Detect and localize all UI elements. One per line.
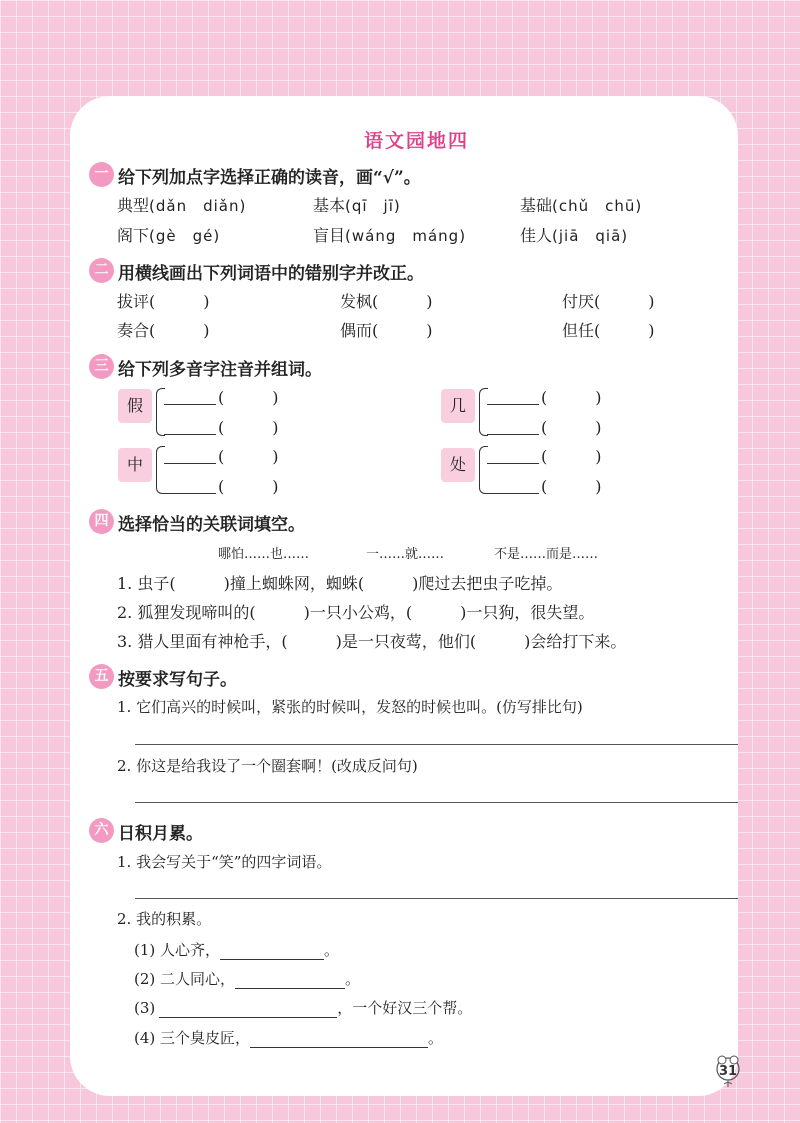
s6-sub-4 bbox=[134, 1027, 443, 1048]
pinyin-blank[interactable] bbox=[164, 434, 216, 435]
pinyin-blank[interactable] bbox=[487, 493, 539, 494]
fill-blank[interactable] bbox=[250, 1047, 428, 1048]
s1-word: 阁下 bbox=[117, 226, 150, 245]
pinyin-blank[interactable] bbox=[487, 404, 539, 405]
s1-word: 基础 bbox=[520, 196, 553, 215]
section-3-badge: 三 bbox=[89, 354, 114, 379]
word-paren[interactable]: ( ) bbox=[541, 388, 602, 407]
word-paren[interactable]: ( ) bbox=[218, 477, 279, 496]
s5-question-1: 1. 它们高兴的时候叫，紧张的时候叫，发怒的时候也叫。(仿写排比句) bbox=[117, 698, 583, 716]
s4-question-3[interactable]: 3. 猎人里面有神枪手，( )是一只夜莺，他们( )会给打下来。 bbox=[117, 632, 627, 651]
fill-blank[interactable] bbox=[235, 988, 345, 989]
s6-sub-3 bbox=[134, 997, 472, 1018]
s6-sub-suffix: 。 bbox=[428, 1029, 444, 1047]
s1-word: 典型 bbox=[117, 196, 150, 215]
s1-item-6 bbox=[520, 223, 628, 246]
s1-word: 基本 bbox=[313, 196, 346, 215]
s1-pinyin[interactable]: (chǔ chū) bbox=[552, 197, 643, 215]
word-paren[interactable]: ( ) bbox=[541, 418, 602, 437]
word-paren[interactable]: ( ) bbox=[541, 447, 602, 466]
s1-item-5 bbox=[313, 223, 466, 246]
s2-item-3[interactable]: 付厌( ) bbox=[562, 292, 655, 311]
s2-item-2[interactable]: 发枫( ) bbox=[340, 292, 433, 311]
pinyin-blank[interactable] bbox=[487, 463, 539, 464]
section-4-heading: 选择恰当的关联词填空。 bbox=[118, 515, 305, 535]
answer-line[interactable] bbox=[135, 744, 738, 745]
s2-item-6[interactable]: 但任( ) bbox=[562, 321, 655, 340]
word-paren[interactable]: ( ) bbox=[218, 388, 279, 407]
section-5-badge: 五 bbox=[89, 664, 114, 689]
s6-sub-suffix: 。 bbox=[345, 970, 361, 988]
polyphone-char-chu: 处 bbox=[441, 448, 475, 482]
section-4-badge: 四 bbox=[89, 509, 114, 534]
brace bbox=[479, 446, 488, 494]
brace bbox=[156, 388, 165, 436]
s4-question-2[interactable]: 2. 狐狸发现啼叫的( )一只小公鸡，( )一只狗，很失望。 bbox=[117, 603, 595, 622]
s1-item-2 bbox=[313, 193, 401, 216]
s6-question-2: 2. 我的积累。 bbox=[117, 910, 212, 928]
fill-blank[interactable] bbox=[159, 1017, 337, 1018]
section-5-heading: 按要求写句子。 bbox=[118, 670, 237, 690]
conjunction-option-1: 哪怕……也…… bbox=[218, 547, 310, 562]
s1-item-1 bbox=[117, 193, 246, 216]
section-1-badge: 一 bbox=[89, 162, 114, 187]
s6-sub-prefix: (3) bbox=[134, 999, 156, 1017]
s2-item-4[interactable]: 奏合( ) bbox=[117, 321, 210, 340]
polyphone-char-jia: 假 bbox=[118, 389, 152, 423]
section-1-heading: 给下列加点字选择正确的读音，画“√”。 bbox=[118, 168, 421, 188]
brace bbox=[479, 388, 488, 436]
conjunction-option-2: 一……就…… bbox=[366, 547, 445, 562]
answer-line[interactable] bbox=[135, 802, 738, 803]
s6-sub-1 bbox=[134, 939, 339, 960]
s6-question-1: 1. 我会写关于“笑”的四字词语。 bbox=[117, 853, 332, 871]
answer-line[interactable] bbox=[135, 898, 738, 899]
s1-word: 佳人 bbox=[520, 226, 553, 245]
s1-pinyin[interactable]: (wáng máng) bbox=[345, 227, 467, 245]
word-paren[interactable]: ( ) bbox=[541, 477, 602, 496]
s6-sub-prefix: (2) 二人同心， bbox=[134, 970, 236, 988]
section-2-badge: 二 bbox=[89, 258, 114, 283]
s6-sub-prefix: (4) 三个臭皮匠， bbox=[134, 1029, 251, 1047]
conjunction-option-3: 不是……而是…… bbox=[494, 547, 599, 562]
brace bbox=[156, 446, 165, 494]
section-6-badge: 六 bbox=[89, 818, 114, 843]
s1-pinyin[interactable]: (dǎn diǎn) bbox=[149, 197, 247, 215]
s4-question-1[interactable]: 1. 虫子( )撞上蜘蛛网，蜘蛛( )爬过去把虫子吃掉。 bbox=[117, 574, 563, 593]
s1-pinyin[interactable]: (jiā qiā) bbox=[552, 227, 629, 245]
polyphone-char-ji: 几 bbox=[441, 389, 475, 423]
s1-item-4 bbox=[117, 223, 220, 246]
s1-item-3 bbox=[520, 193, 642, 216]
pinyin-blank[interactable] bbox=[164, 493, 216, 494]
section-6-heading: 日积月累。 bbox=[118, 824, 203, 844]
s6-sub-suffix: 。 bbox=[324, 941, 340, 959]
s6-sub-suffix: ，一个好汉三个帮。 bbox=[337, 999, 473, 1017]
word-paren[interactable]: ( ) bbox=[218, 447, 279, 466]
s6-sub-2 bbox=[134, 968, 360, 989]
pinyin-blank[interactable] bbox=[164, 463, 216, 464]
pinyin-blank[interactable] bbox=[164, 404, 216, 405]
section-3-heading: 给下列多音字注音并组词。 bbox=[118, 360, 322, 380]
fill-blank[interactable] bbox=[220, 959, 324, 960]
word-paren[interactable]: ( ) bbox=[218, 418, 279, 437]
page-number: 31 bbox=[719, 1064, 738, 1079]
polyphone-char-zhong: 中 bbox=[118, 448, 152, 482]
s1-pinyin[interactable]: (gè gé) bbox=[149, 227, 221, 245]
pinyin-blank[interactable] bbox=[487, 434, 539, 435]
page-title: 语文园地四 bbox=[364, 130, 470, 152]
section-2-heading: 用横线画出下列词语中的错别字并改正。 bbox=[118, 264, 424, 284]
s1-pinyin[interactable]: (qī jī) bbox=[345, 197, 401, 215]
s6-sub-prefix: (1) 人心齐， bbox=[134, 941, 221, 959]
s2-item-5[interactable]: 偶而( ) bbox=[340, 321, 433, 340]
s2-item-1[interactable]: 拔评( ) bbox=[117, 292, 210, 311]
s5-question-2: 2. 你这是给我设了一个圈套啊！(改成反问句) bbox=[117, 757, 418, 775]
s1-word: 盲目 bbox=[313, 226, 346, 245]
